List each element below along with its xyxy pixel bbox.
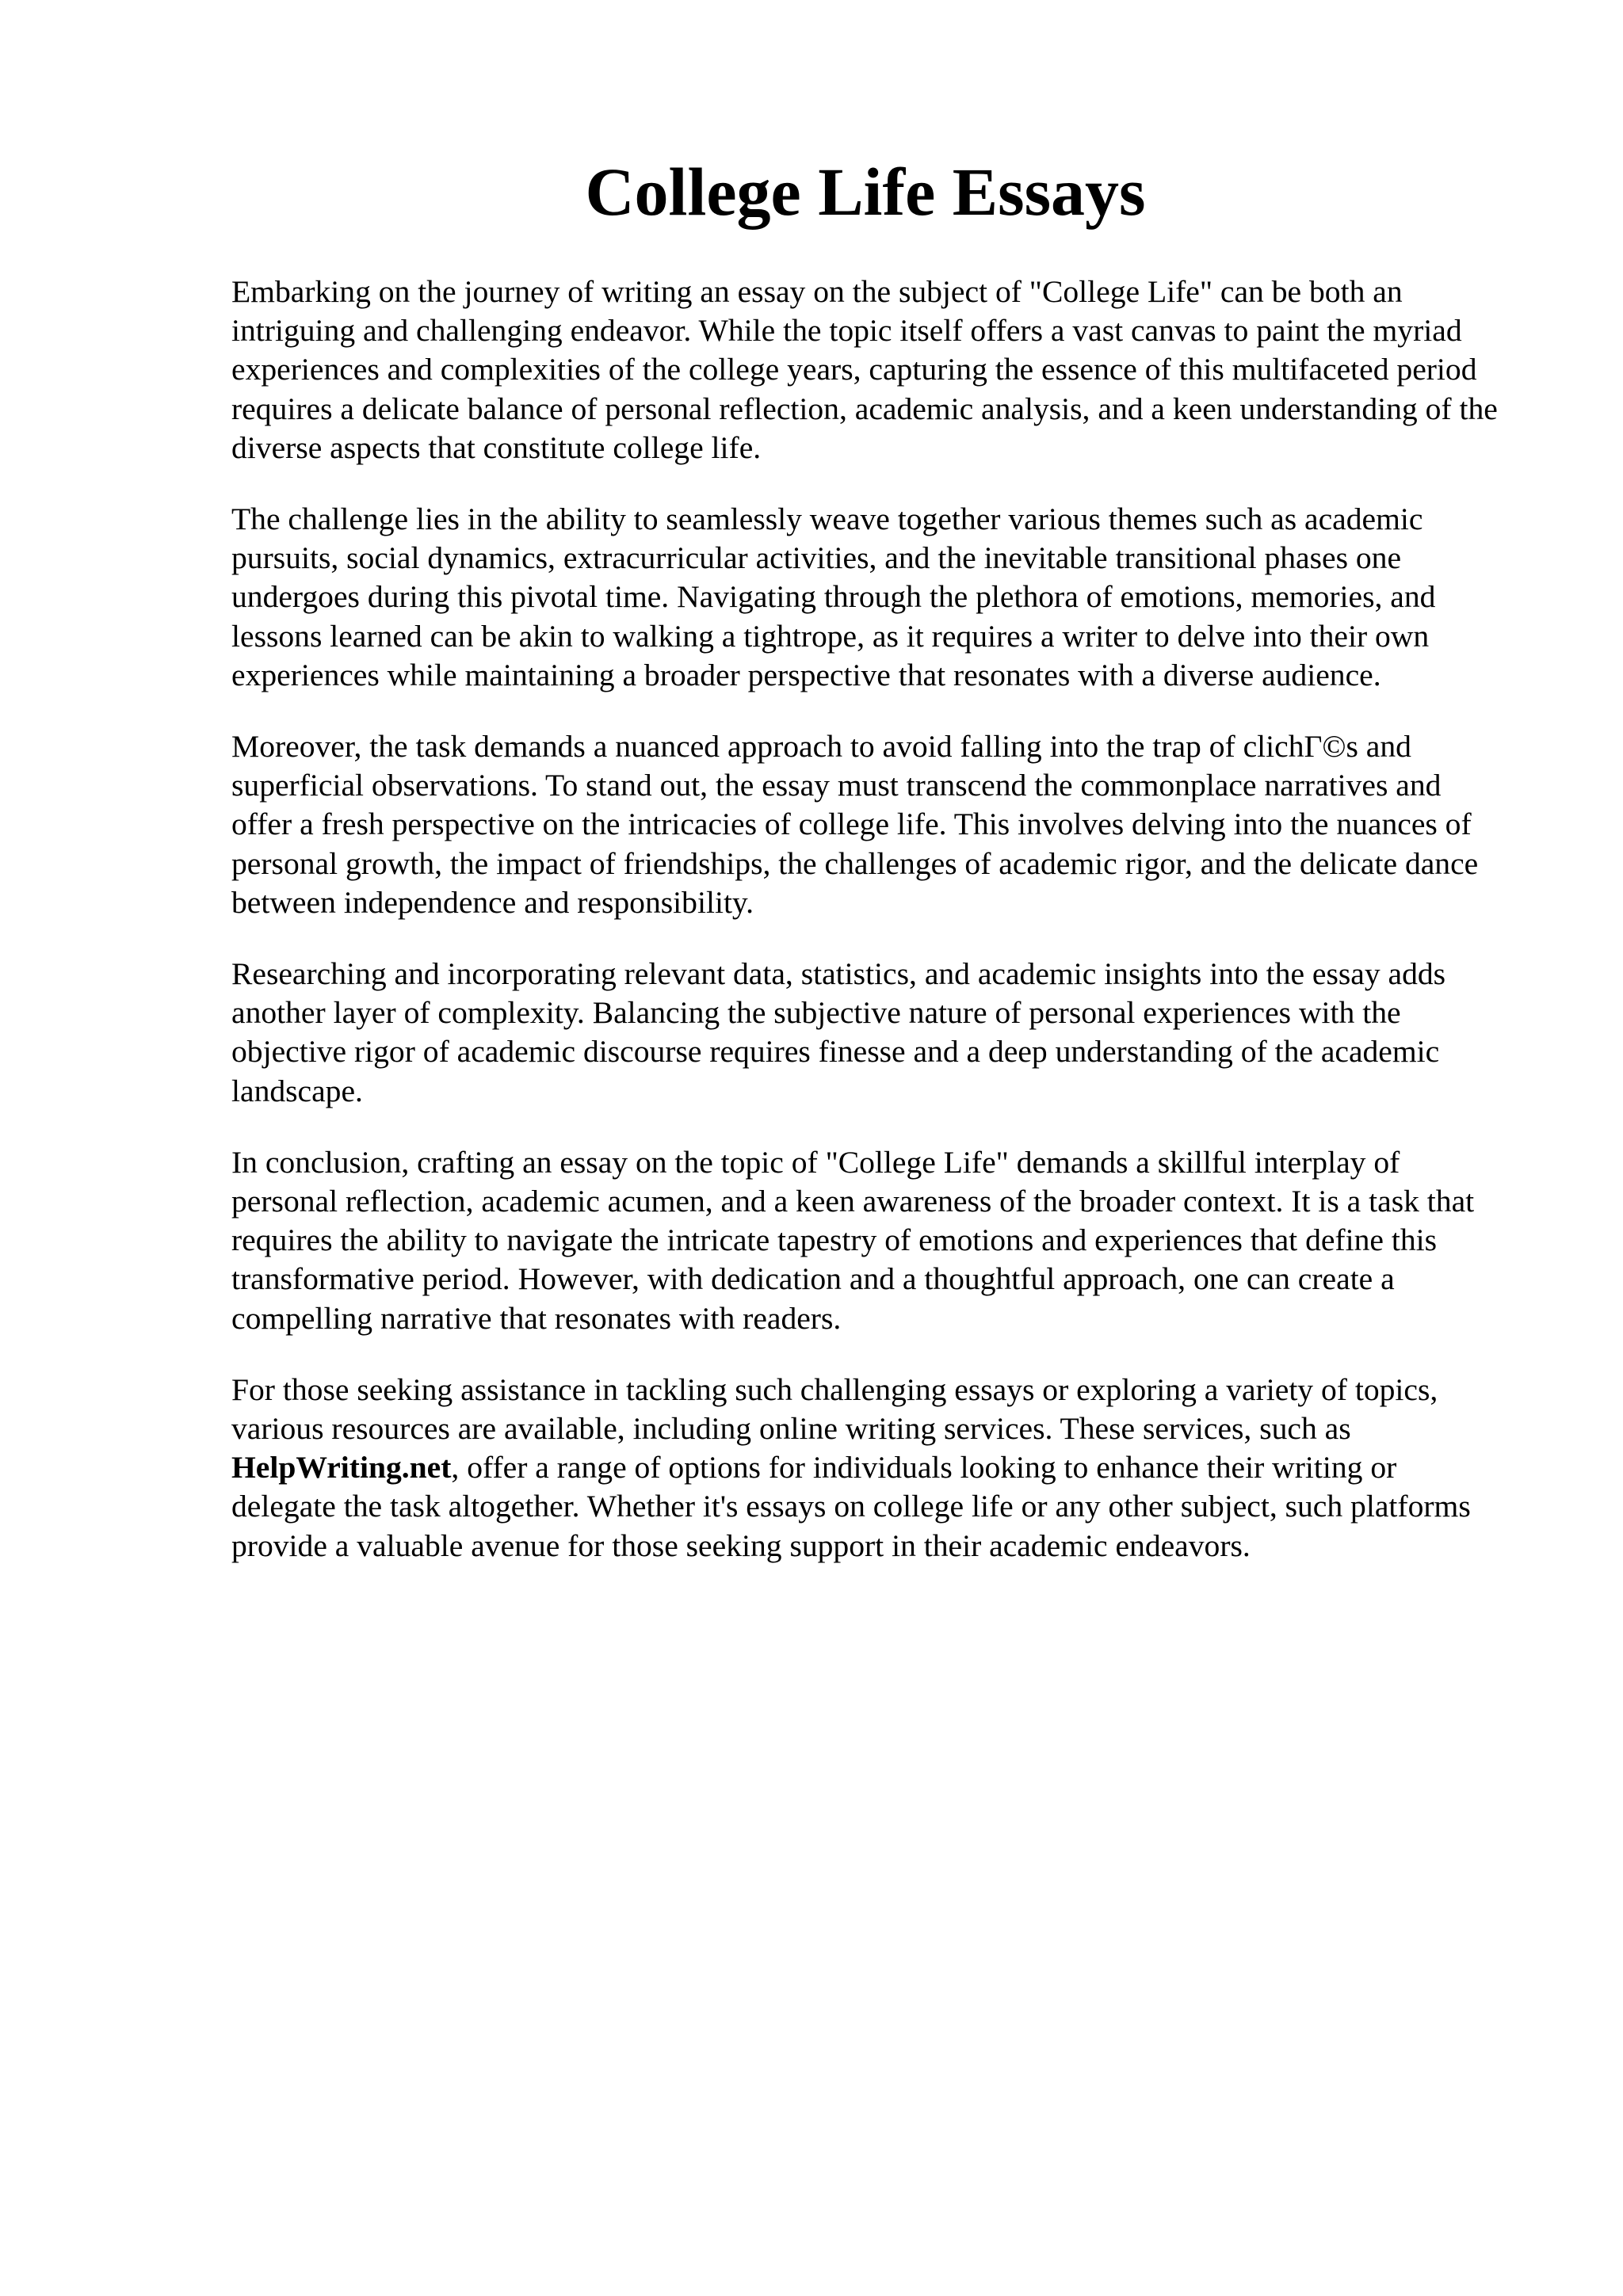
paragraph-4: Researching and incorporating relevant data, statistics, and academic insights into the essay adds another layer of complexity. Balancing the subjective nature of personal experiences with the objective rigor of academic discourse requires finesse and a deep understanding of the academic landscape. [231,956,1446,1108]
paragraph-5: In conclusion, crafting an essay on the topic of "College Life" demands a skillful interplay of personal reflection, academic acumen, and a keen awareness of the broader context. It is a task that requires the ability to navigate the intricate tapestry of emotions and experiences that define this transformative period. However, with dedication and a thoughtful approach, one can create a compelling narrative that resonates with readers. [231,1144,1475,1336]
paragraph-6-after-link: , offer a range of options for individuals looking to enhance their writing or delegate the task altogether. Whether it's essays on college life or any other subject, such platforms provide a valuable avenue for those seeking support in their academic endeavors. [231,1450,1471,1563]
paragraph-3: Moreover, the task demands a nuanced approach to avoid falling into the trap of clichΓ©s and superficial observations. To stand out, the essay must transcend the commonplace narratives and offer a fresh perspective on the intricacies of college life. This involves delving into the nuances of personal growth, the impact of friendships, the challenges of academic rigor, and the delicate dance between independence and responsibility. [231,729,1479,920]
paragraph-2: The challenge lies in the ability to seamlessly weave together various themes such as academic pursuits, social dynamics, extracurricular activities, and the inevitable transitional phases one undergoes during this pivotal time. Navigating through the plethora of emotions, memories, and lessons learned can be akin to walking a tightrope, as it requires a writer to delve into their own experiences while maintaining a broader perspective that resonates with a diverse audience. [231,502,1436,692]
paragraph-6-before-link: For those seeking assistance in tackling such challenging essays or exploring a variety of topics, various resources are available, including online writing services. These services, such as [231,1371,1438,1447]
helpwriting-link[interactable]: HelpWriting.net [231,1450,452,1486]
document-content [231,151,1499,1598]
paragraph-1: Embarking on the journey of writing an essay on the subject of "College Life" can be both an intriguing and challenging endeavor. While the topic itself offers a vast canvas to paint the myriad experiences and complexities of the college years, capturing the essence of this multifaceted period requires a delicate balance of personal reflection, academic analysis, and a keen understanding of the diverse aspects that constitute college life. [231,274,1498,465]
paragraph-6 [231,1371,1499,1566]
page-title: College Life Essays [585,154,1146,230]
